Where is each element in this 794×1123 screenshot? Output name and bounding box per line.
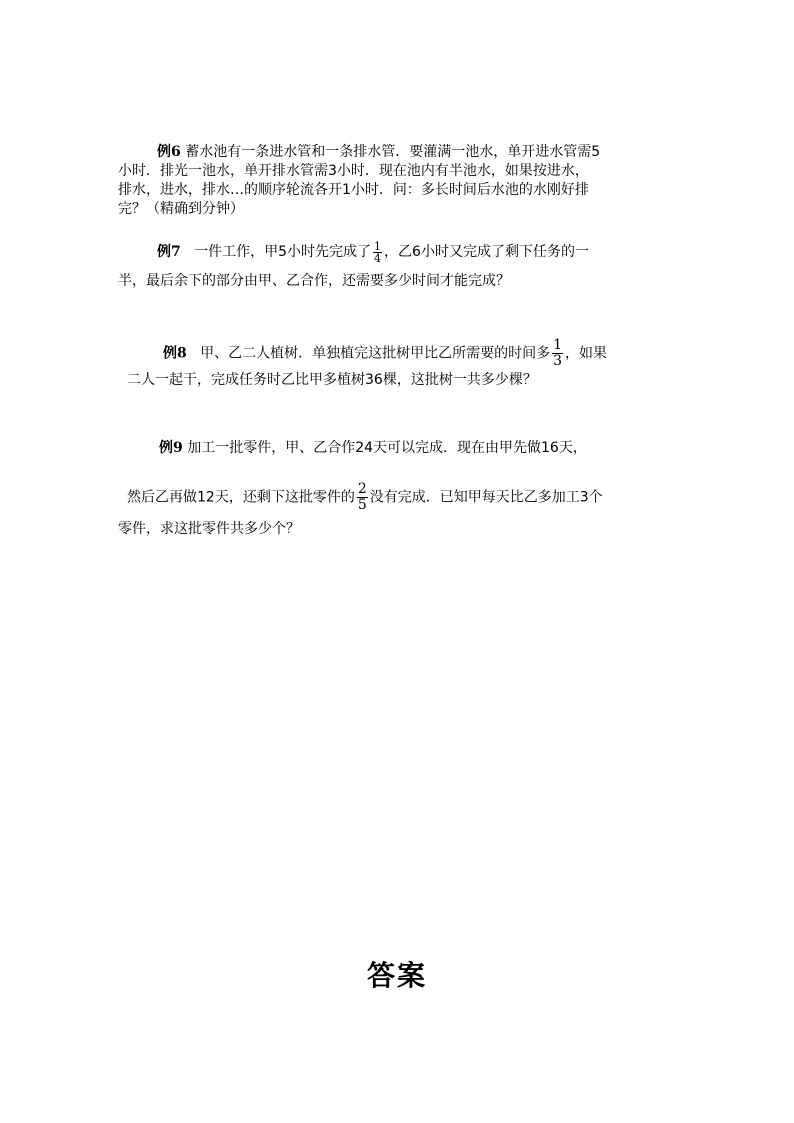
- ex9-text-after: 没有完成．已知甲每天比乙多加工3个: [369, 489, 603, 506]
- ex9-text-before: 然后乙再做12天，还剩下这批零件的: [127, 489, 355, 506]
- ex7-fraction-denominator: 4: [374, 251, 382, 265]
- ex7-fraction: [373, 241, 382, 264]
- ex6-line3: 排水，进水，排水…的顺序轮流各开1小时．问：多长时间后水池的水刚好排: [118, 182, 589, 198]
- ex7-line2: 半，最后余下的部分由甲、乙合作，还需要多少时间才能完成？: [118, 273, 510, 289]
- ex7-fraction-numerator: 1: [374, 239, 382, 253]
- ex9-line2: [127, 482, 603, 513]
- ex8-line2: 二人一起干，完成任务时乙比甲多植树36棵，这批树一共多少棵？: [127, 372, 537, 388]
- answer-heading: 答案: [366, 959, 427, 992]
- ex9-fraction-numerator: 2: [357, 481, 367, 497]
- ex8-fraction-numerator: 1: [553, 337, 563, 353]
- ex6-line1: [157, 143, 600, 162]
- ex9-fraction-denominator: 5: [357, 497, 367, 513]
- ex9-text-1: 加工一批零件，甲、乙合作24天可以完成．现在由甲先做16天，: [187, 440, 587, 456]
- ex7-label: 例7: [157, 244, 181, 260]
- ex9-label: 例9: [159, 440, 183, 456]
- ex6-line2: 小时．排光一池水，单开排水管需3小时．现在池内有半池水，如果按进水，: [118, 163, 589, 179]
- ex8-fraction-denominator: 3: [553, 353, 563, 369]
- ex9-line3: 零件，求这批零件共多少个？: [118, 521, 300, 537]
- ex8-line1: [163, 338, 607, 369]
- ex8-label: 例8: [163, 345, 187, 362]
- ex8-text-after: ，如果: [565, 345, 608, 362]
- ex9-fraction: [357, 482, 368, 513]
- ex7-line1: [157, 240, 589, 264]
- ex7-text-before: 一件工作，甲5小时先完成了: [194, 244, 372, 260]
- ex6-text-1: 蓄水池有一条进水管和一条排水管．要灌满一池水，单开进水管需5: [185, 144, 601, 160]
- ex6-label: 例6: [157, 144, 181, 160]
- ex8-fraction: [552, 338, 563, 369]
- ex6-line4: 完？（精确到分钟）: [118, 201, 244, 217]
- ex7-text-after: ，乙6小时又完成了剩下任务的一: [384, 244, 589, 260]
- ex9-line1: [159, 439, 587, 458]
- ex8-text-before: 甲、乙二人植树．单独植完这批树甲比乙所需要的时间多: [200, 345, 551, 362]
